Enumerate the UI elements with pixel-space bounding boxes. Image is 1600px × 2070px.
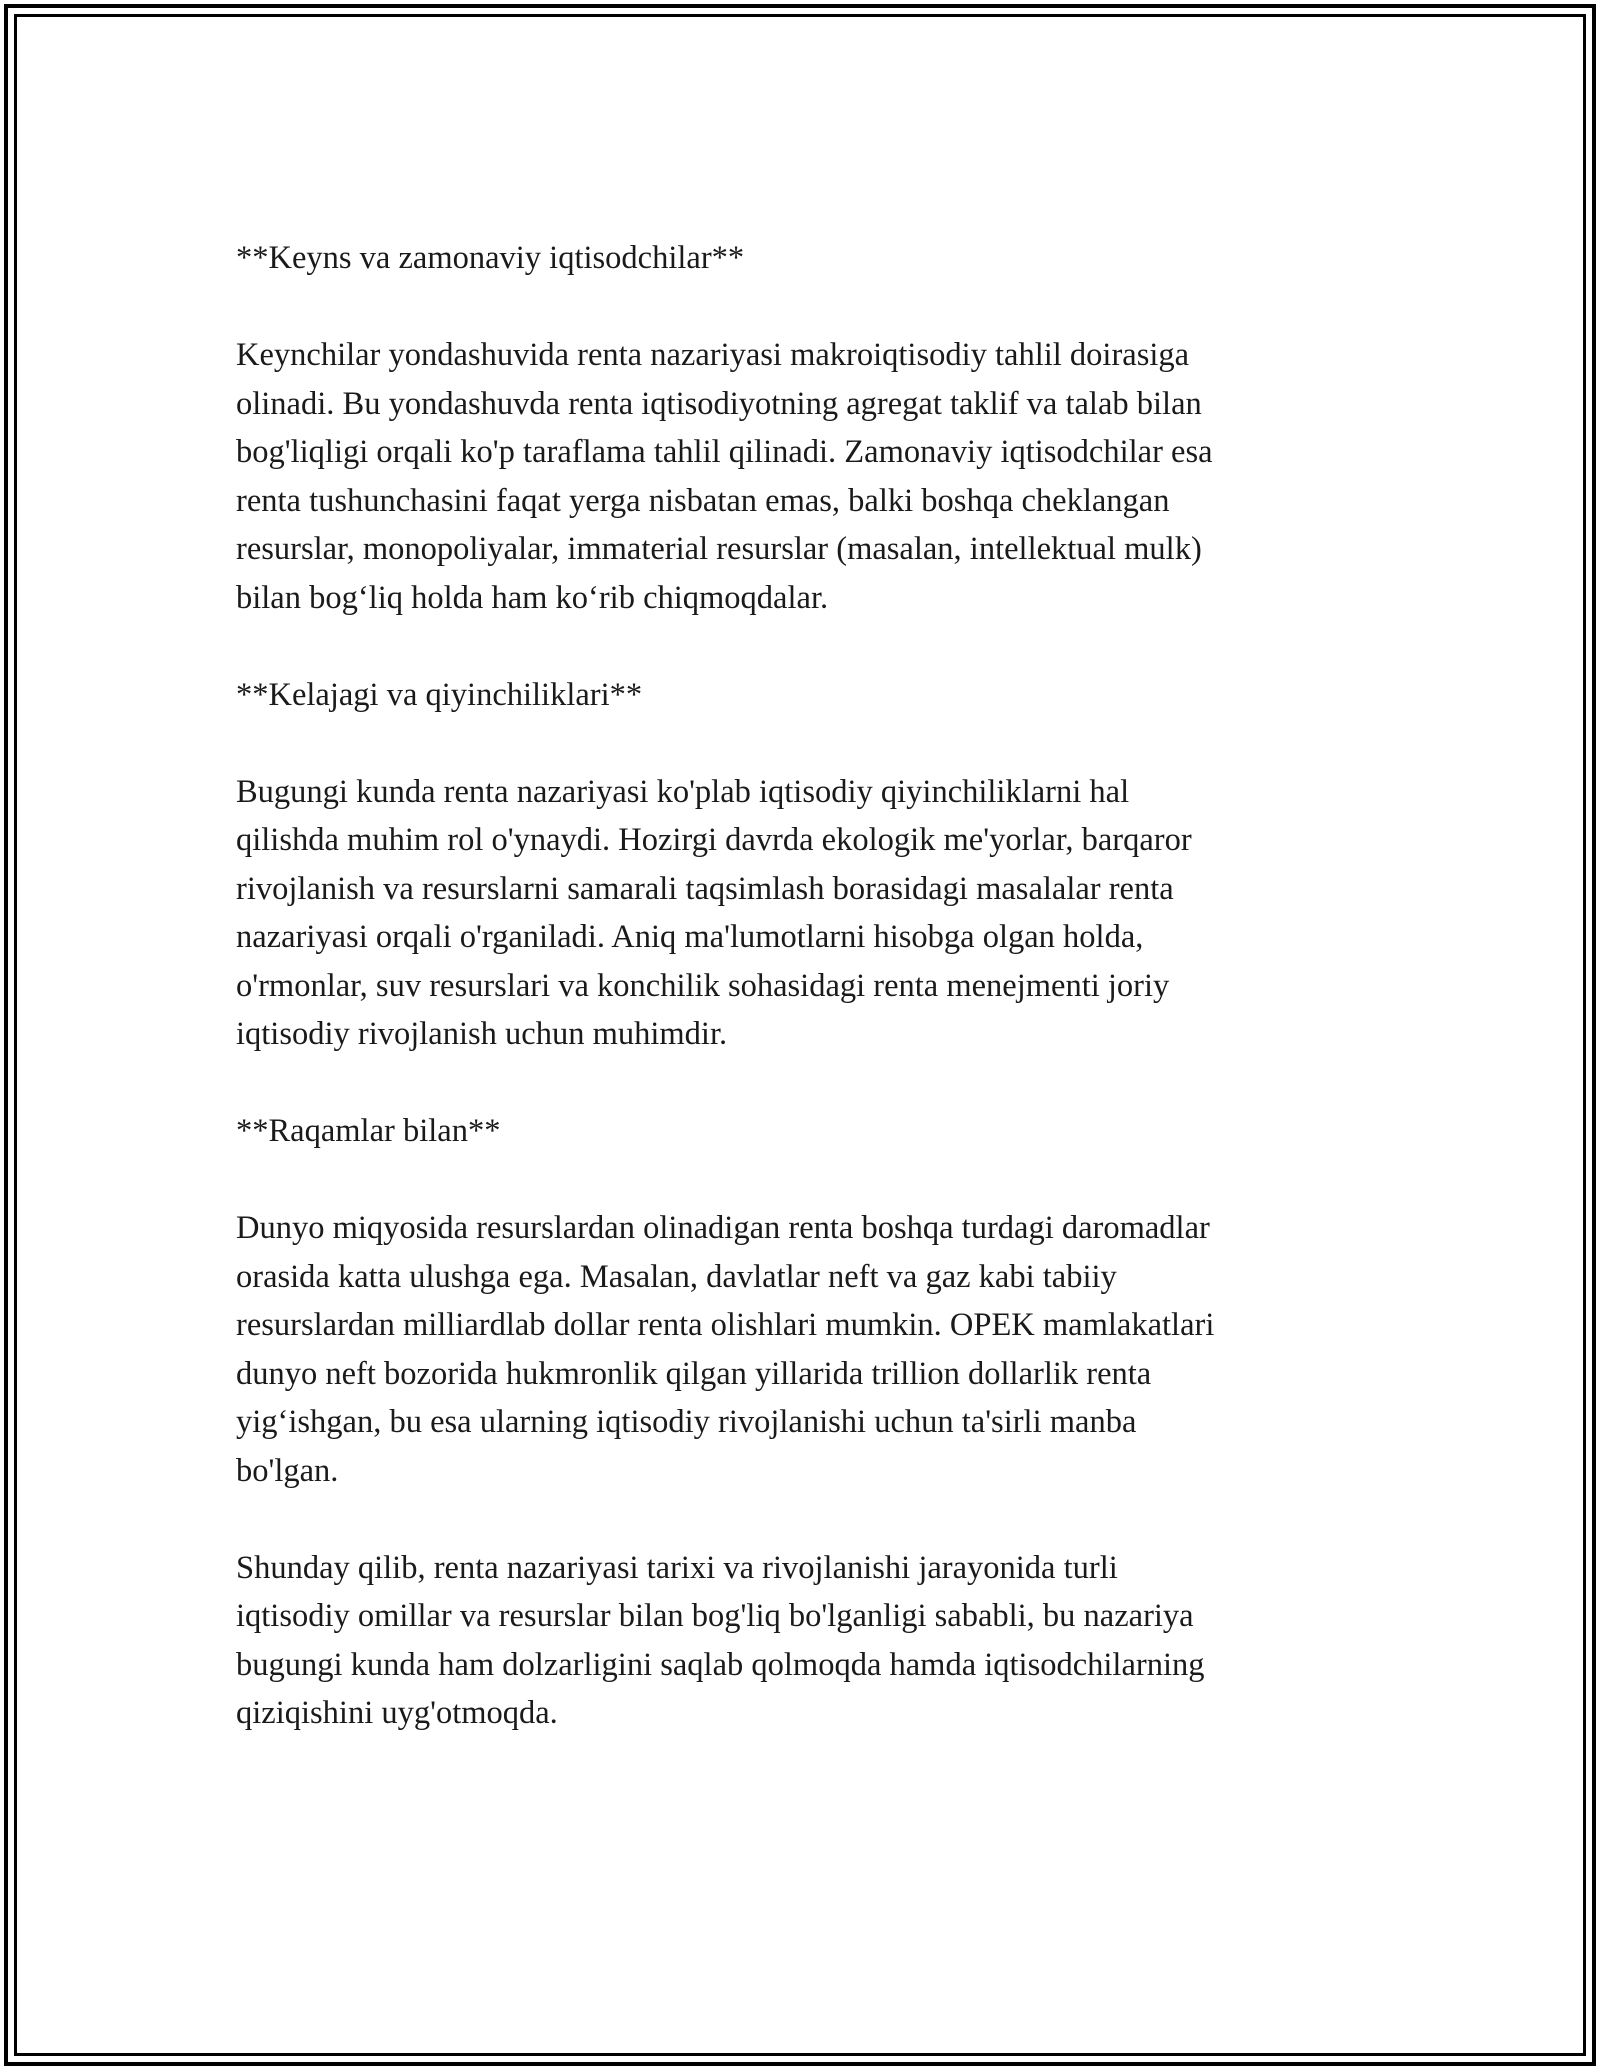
paragraph-keyns: Keynchilar yondashuvida renta nazariyasi makroiqtisodiy tahlil doirasiga olinadi. Bu yondashuvda renta iqtisodiyotning agregat taklif va talab bilan bog'liqligi orqali ko'p taraflama tahlil qilinadi. Zamonaviy iqtisodchilar esa renta tushunchasini faqat yerga nisbatan emas, balki boshqa cheklangan resurslar, monopoliyalar, immaterial resurslar (masalan, intellektual mulk) bilan bog‘liq holda ham ko‘rib chiqmoqdalar. [236, 337, 1213, 616]
paragraph-raqamlar: Dunyo miqyosida resurslardan olinadigan renta boshqa turdagi daromadlar orasida katta ulushga ega. Masalan, davlatlar neft va gaz kabi tabiiy resurslardan milliardlab dollar renta olishlari mumkin. OPEK mamlakatlari dunyo neft bozorida hukmronlik qilgan yillarida trillion dollarlik renta yig‘ishgan, bu esa ularning iqtisodiy rivojlanishi uchun ta'sirli manba bo'lgan. [236, 1210, 1215, 1489]
document-body [236, 234, 1356, 1786]
paragraph-conclusion: Shunday qilib, renta nazariyasi tarixi va rivojlanishi jarayonida turli iqtisodiy omillar va resurslar bilan bog'liq bo'lganligi sababli, bu nazariya bugungi kunda ham dolzarligini saqlab qolmoqda hamda iqtisodchilarning qiziqishini uyg'otmoqda. [236, 1549, 1205, 1731]
section-heading-raqamlar: **Raqamlar bilan** [236, 1113, 501, 1149]
paragraph-kelajagi: Bugungi kunda renta nazariyasi ko'plab iqtisodiy qiyinchiliklarni hal qilishda muhim rol o'ynaydi. Hozirgi davrda ekologik me'yorlar, barqaror rivojlanish va resurslarni samarali taqsimlash borasidagi masalalar renta nazariyasi orqali o'rganiladi. Aniq ma'lumotlarni hisobga olgan holda, o'rmonlar, suv resurslari va konchilik sohasidagi renta menejmenti joriy iqtisodiy rivojlanish uchun muhimdir. [236, 773, 1192, 1052]
section-heading-kelajagi: **Kelajagi va qiyinchiliklari** [236, 676, 643, 713]
section-heading-keyns: **Keyns va zamonaviy iqtisodchilar** [236, 240, 745, 276]
